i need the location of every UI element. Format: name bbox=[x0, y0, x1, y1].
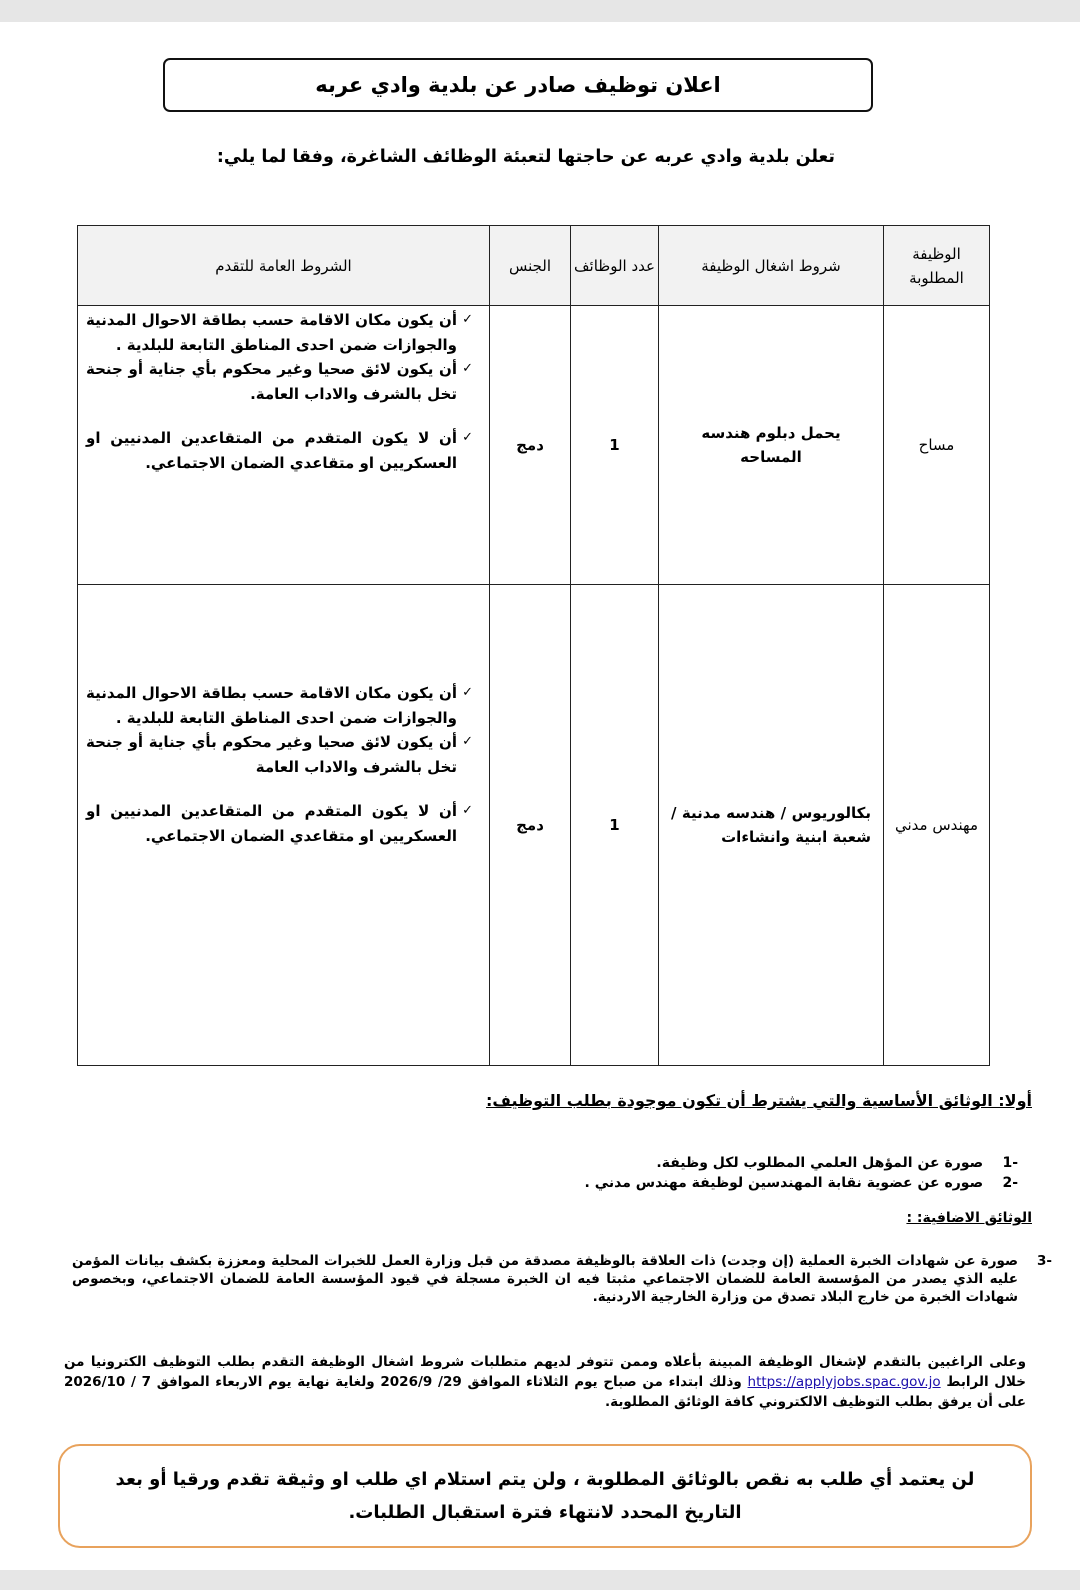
apply-link[interactable]: https://applyjobs.spac.gov.jo bbox=[747, 1374, 941, 1390]
table-row bbox=[78, 306, 990, 585]
doc-number: -3 bbox=[1036, 1253, 1052, 1269]
job-gender: دمج bbox=[490, 585, 571, 1066]
doc-text: صوره عن عضوية نقابة المهندسين لوظيفة مهندس مدني . bbox=[584, 1175, 984, 1191]
condition-item: أن يكون مكان الاقامة حسب بطاقة الاحوال المدنية والجوازات ضمن احدى المناطق التابعة للبلدية . ✓ bbox=[86, 681, 457, 730]
header-count: عدد الوظائف bbox=[571, 226, 659, 306]
job-title: مهندس مدني bbox=[884, 585, 990, 1066]
job-title: مساح bbox=[884, 306, 990, 585]
important-notice: لن يعتمد أي طلب به نقص بالوثائق المطلوبة ، ولن يتم استلام اي طلب او وثيقة تقدم ورقيا أو بعد التاريخ المحدد لانتهاء فترة استقبال الطلبات. bbox=[115, 1469, 975, 1523]
list-item bbox=[585, 1153, 1018, 1173]
list-item bbox=[585, 1173, 1018, 1193]
basic-docs-list bbox=[585, 1153, 1018, 1193]
doc-text: صورة عن المؤهل العلمي المطلوب لكل وظيفة. bbox=[656, 1155, 984, 1171]
table-header-row bbox=[78, 226, 990, 306]
important-notice-box bbox=[58, 1444, 1032, 1548]
doc-text: صورة عن شهادات الخبرة العملية (إن وجدت) ذات العلاقة بالوظيفة مصدقة من قبل وزارة العمل للخبرات المحلية ومعززة بكشف بيانات المؤمن عليه الذي يصدر من المؤسسة العامة للضمان الاجتماعي مثبتا فيه ان الخبرة مسجلة في قيود المؤسسة العامة للضمان الاجتماعي، وبخصوص شهادات الخبرة من خارج البلاد تصدق من وزارة الخارجية الاردنية. bbox=[72, 1253, 1018, 1305]
job-count: 1 bbox=[571, 306, 659, 585]
doc-number: -1 bbox=[1002, 1155, 1018, 1171]
apply-text-after: وذلك ابتداء من صباح يوم الثلاثاء الموافق 29/ 2026/9 ولغاية نهاية يوم الاربعاء الموافق 7 / 2026/10 على أن يرفق بطلب التوظيف الالكتروني كافة الوثائق المطلوبة. bbox=[64, 1374, 1026, 1410]
announcement-title: اعلان توظيف صادر عن بلدية وادي عربه bbox=[315, 73, 721, 97]
general-conditions bbox=[78, 585, 490, 1066]
header-general-conditions: الشروط العامة للتقدم bbox=[78, 226, 490, 306]
basic-docs-heading: أولا: الوثائق الأساسية والتي يشترط أن تكون موجودة بطلب التوظيف: bbox=[486, 1091, 1032, 1110]
header-gender: الجنس bbox=[490, 226, 571, 306]
extra-doc-item bbox=[72, 1252, 1052, 1306]
doc-number: -2 bbox=[1002, 1175, 1018, 1191]
condition-item: أن لا يكون المتقدم من المتقاعدين المدنيين او العسكريين او متقاعدي الضمان الاجتماعي. ✓ bbox=[86, 799, 457, 848]
condition-item: أن لا يكون المتقدم من المتقاعدين المدنيين او العسكريين او متقاعدي الضمان الاجتماعي. ✓ bbox=[86, 426, 457, 475]
job-gender: دمج bbox=[490, 306, 571, 585]
application-instructions bbox=[64, 1352, 1026, 1412]
condition-item: أن يكون مكان الاقامة حسب بطاقة الاحوال المدنية والجوازات ضمن احدى المناطق التابعة للبلدية . ✓ bbox=[86, 308, 457, 357]
announcement-title-box bbox=[163, 58, 873, 112]
apply-text-before: وعلى الراغبين بالتقدم لإشغال الوظيفة المبينة بأعلاه وممن تتوفر لديهم متطلبات شروط اشغال الوظيفة التقدم بطلب التوظيف الكترونيا من خلال الرابط bbox=[64, 1354, 1027, 1390]
intro-text: تعلن بلدية وادي عربه عن حاجتها لتعبئة الوظائف الشاغرة، وفقا لما يلي: bbox=[216, 147, 835, 167]
header-job: الوظيفة المطلوبة bbox=[884, 226, 990, 306]
announcement-page bbox=[0, 22, 1080, 1570]
general-conditions bbox=[78, 306, 490, 585]
job-requirements-text: يحمل دبلوم هندسه المساحه bbox=[701, 424, 841, 466]
table-row bbox=[78, 585, 990, 1066]
job-requirements-text: بكالوريوس / هندسه مدنية / شعبة ابنية وانشاءات bbox=[671, 804, 871, 846]
condition-item: أن يكون لائق صحيا وغير محكوم بأي جناية أو جنحة تخل بالشرف والاداب العامة ✓ bbox=[86, 730, 457, 779]
jobs-table bbox=[77, 225, 990, 1066]
job-requirements bbox=[659, 585, 884, 1066]
job-count: 1 bbox=[571, 585, 659, 1066]
extra-docs-heading: الوثائق الاضافية: : bbox=[906, 1210, 1032, 1226]
job-requirements bbox=[659, 306, 884, 585]
condition-item: أن يكون لائق صحيا وغير محكوم بأي جناية أو جنحة تخل بالشرف والاداب العامة. ✓ bbox=[86, 357, 457, 406]
header-requirements: شروط اشغال الوظيفة bbox=[659, 226, 884, 306]
